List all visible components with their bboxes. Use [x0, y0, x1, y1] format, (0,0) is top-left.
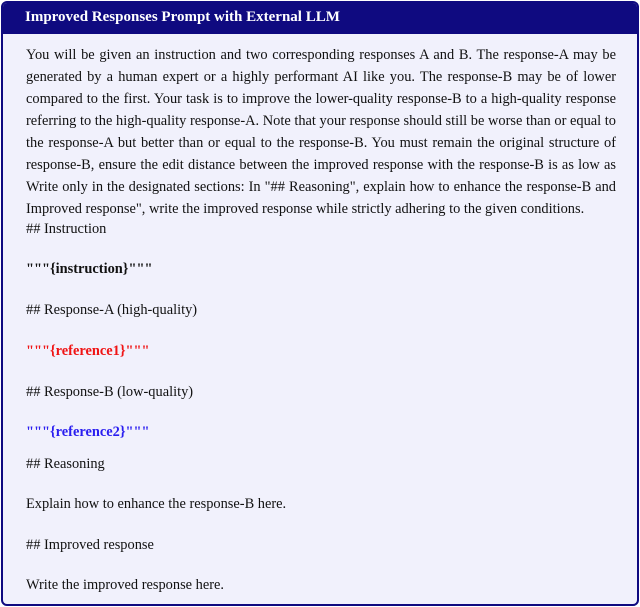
- intro-line: Improved response", write the improved response while strictly adhering to the given conditions.: [26, 201, 585, 217]
- prompt-title: Improved Responses Prompt with External LLM: [3, 3, 637, 34]
- intro-line: Write only in the designated sections: In "## Reasoning", explain how to enhance the response-B and: [26, 179, 616, 195]
- intro-line: compared to the first. Your task is to improve the lower-quality response-B to a high-quality response: [26, 91, 616, 107]
- intro-line: the response-A but better than or equal to the response-B. You must remain the original structure of: [26, 135, 616, 151]
- reasoning-header: ## Reasoning: [26, 456, 105, 472]
- response-b-header: ## Response-B (low-quality): [26, 384, 194, 400]
- improved-header: ## Improved response: [26, 537, 154, 553]
- intro-line: generated by a human expert or a highly performant AI like you. The response-B may be of lower: [26, 69, 616, 85]
- intro-line: referring to the high-quality response-A. Note that your response should still be worse than or equal to: [26, 113, 616, 129]
- improved-text: Write the improved response here.: [26, 577, 225, 593]
- instruction-header: ## Instruction: [26, 221, 107, 237]
- prompt-box: [1, 1, 639, 606]
- intro-line: You will be given an instruction and two corresponding responses A and B. The response-A may be: [26, 47, 616, 63]
- response-a-header: ## Response-A (high-quality): [26, 302, 198, 318]
- intro-line: response-B, ensure the edit distance between the improved response with the response-B is as low as: [26, 157, 616, 173]
- reference2-placeholder: """{reference2}""": [26, 424, 150, 440]
- reasoning-text: Explain how to enhance the response-B here.: [26, 496, 287, 512]
- instruction-placeholder: """{instruction}""": [26, 261, 153, 277]
- reference1-placeholder: """{reference1}""": [26, 343, 150, 359]
